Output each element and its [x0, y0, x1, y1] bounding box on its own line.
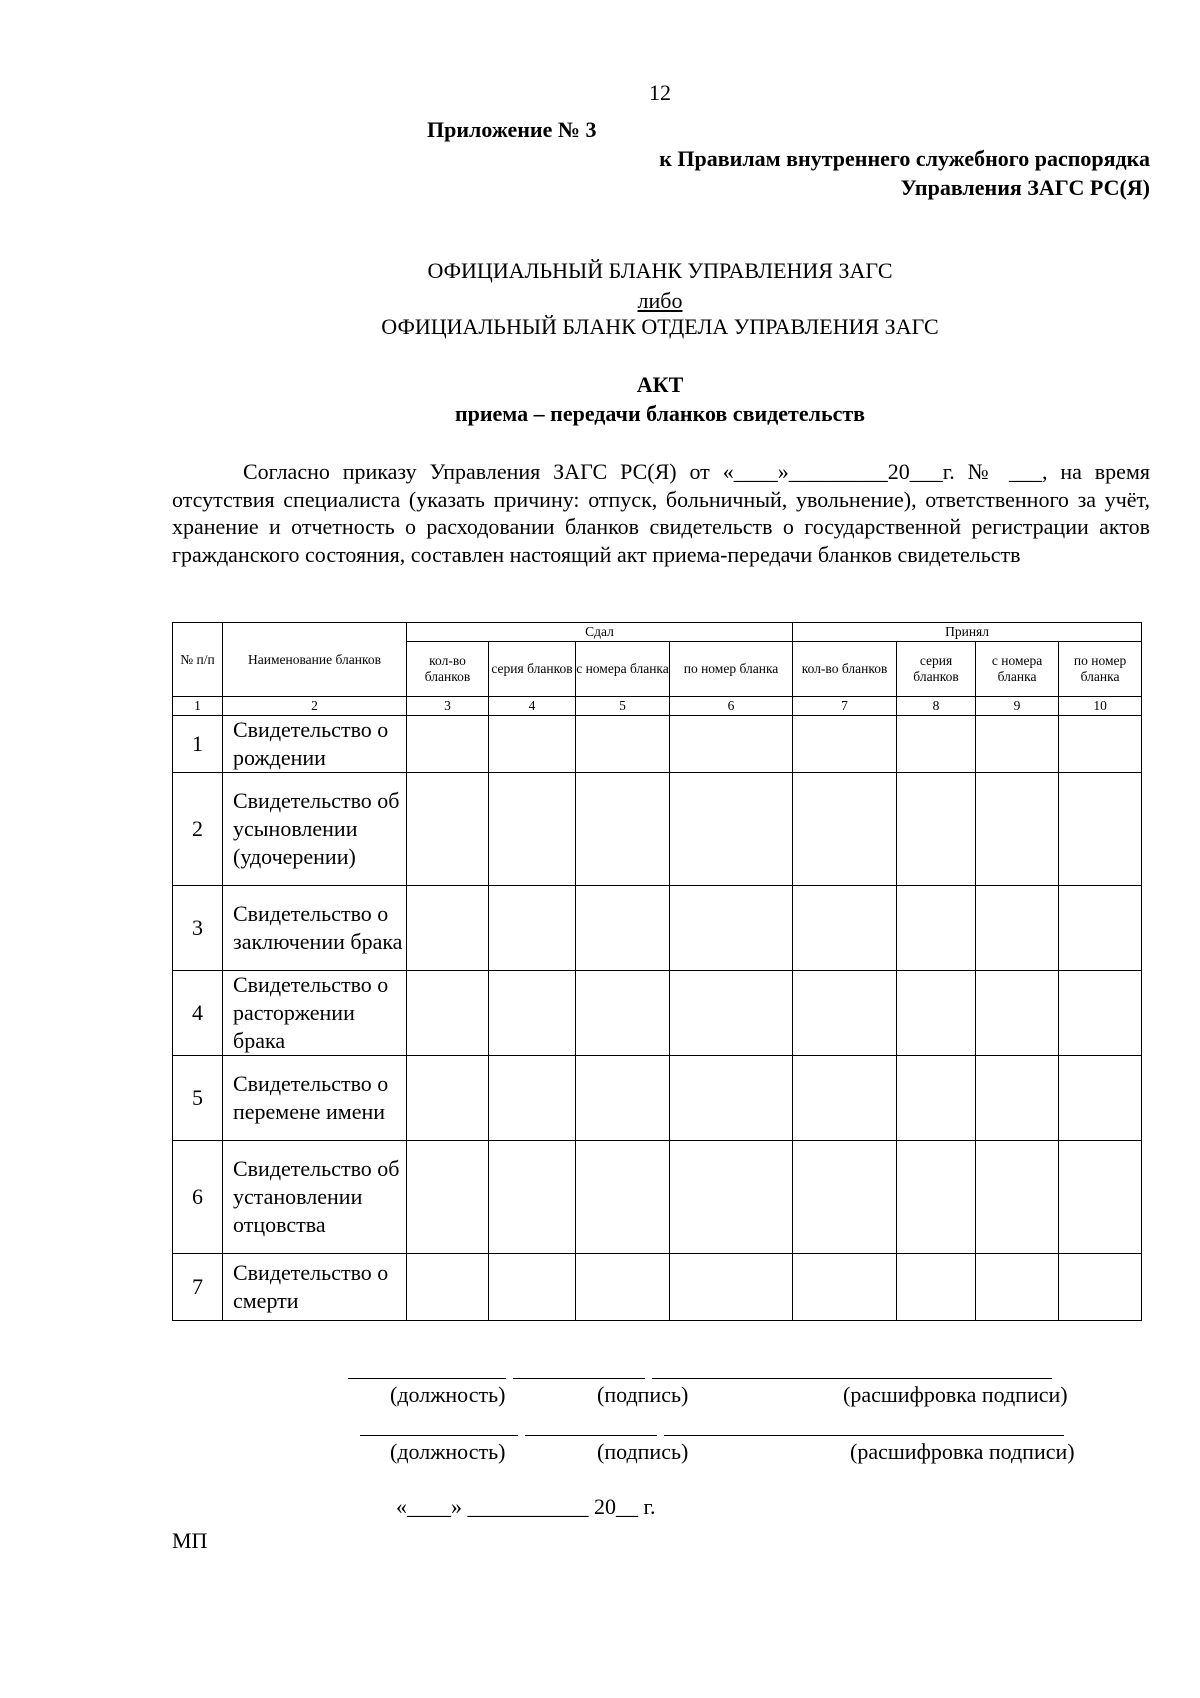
header-received-to: по номер бланка: [1059, 642, 1142, 697]
row-number: 1: [173, 716, 223, 773]
table-row: [173, 1254, 1142, 1321]
date-line: «____» ___________ 20__ г.: [396, 1494, 656, 1519]
header-received-series: серия бланков: [897, 642, 976, 697]
document-name: Свидетельство о расторжении брака: [223, 971, 407, 1056]
table-row: [173, 773, 1142, 886]
column-number: 1: [173, 697, 223, 716]
header-received: Принял: [793, 623, 1142, 642]
table-row: [173, 716, 1142, 773]
header-received-from: с номера бланка: [976, 642, 1059, 697]
decoding-line: [652, 1378, 1052, 1379]
letterhead-line-2: ОФИЦИАЛЬНЫЙ БЛАНК ОТДЕЛА УПРАВЛЕНИЯ ЗАГС: [381, 314, 939, 339]
row-number: 7: [173, 1254, 223, 1321]
appendix-organization: Управления ЗАГС РС(Я): [900, 175, 1150, 200]
signature-line: [525, 1435, 657, 1436]
document-name: Свидетельство об усыновлении (удочерении): [223, 773, 407, 886]
intro-paragraph: Согласно приказу Управления ЗАГС РС(Я) от «____»_________20___г. № ___, на время отсутствия специалиста (указать причину: отпуск, больничный, увольнение), ответственного за учёт, хранение и отчетность о расходовании бланков свидетельств о государственной регистрации актов гражданского состояния, составлен настоящий акт приема-передачи бланков свидетельств: [172, 459, 1150, 567]
appendix-reference: к Правилам внутреннего служебного распорядка: [659, 146, 1150, 171]
table-row: [173, 1056, 1142, 1141]
column-number: 8: [897, 697, 976, 716]
header-gave-to: по номер бланка: [670, 642, 793, 697]
column-number: 10: [1059, 697, 1142, 716]
header-received-count: кол-во бланков: [793, 642, 897, 697]
column-number: 3: [407, 697, 489, 716]
position-label: (должность): [390, 1439, 506, 1464]
document-name: Свидетельство о смерти: [223, 1254, 407, 1321]
column-number: 2: [223, 697, 407, 716]
document-name: Свидетельство об установлении отцовства: [223, 1141, 407, 1254]
table-row: [173, 1141, 1142, 1254]
header-gave-series: серия бланков: [489, 642, 576, 697]
header-gave-from: с номера бланка: [576, 642, 670, 697]
column-number: 4: [489, 697, 576, 716]
header-no: № п/п: [173, 623, 223, 697]
table-row: [173, 971, 1142, 1056]
document-name: Свидетельство о заключении брака: [223, 886, 407, 971]
position-line: [348, 1378, 506, 1379]
position-line: [360, 1435, 518, 1436]
signature-label: (подпись): [597, 1439, 689, 1464]
position-label: (должность): [390, 1382, 506, 1407]
header-name: Наименование бланков: [223, 623, 407, 697]
signature-line: [513, 1378, 645, 1379]
appendix-number: Приложение № 3: [427, 117, 597, 142]
document-name: Свидетельство о рождении: [223, 716, 407, 773]
row-number: 4: [173, 971, 223, 1056]
row-number: 3: [173, 886, 223, 971]
header-gave-count: кол-во бланков: [407, 642, 489, 697]
column-number: 9: [976, 697, 1059, 716]
act-title: АКТ: [636, 372, 684, 397]
letterhead-or: либо: [637, 288, 683, 313]
letterhead-line-1: ОФИЦИАЛЬНЫЙ БЛАНК УПРАВЛЕНИЯ ЗАГС: [427, 258, 893, 283]
header-gave: Сдал: [407, 623, 793, 642]
column-number: 6: [670, 697, 793, 716]
stamp-placeholder: МП: [172, 1528, 208, 1553]
row-number: 6: [173, 1141, 223, 1254]
column-number: 5: [576, 697, 670, 716]
row-number: 5: [173, 1056, 223, 1141]
decoding-label: (расшифровка подписи): [850, 1439, 1075, 1464]
act-subtitle: приема – передачи бланков свидетельств: [454, 401, 866, 426]
row-number: 2: [173, 773, 223, 886]
decoding-label: (расшифровка подписи): [843, 1382, 1068, 1407]
page-number: 12: [649, 80, 671, 105]
column-number: 7: [793, 697, 897, 716]
document-name: Свидетельство о перемене имени: [223, 1056, 407, 1141]
signature-label: (подпись): [597, 1382, 689, 1407]
decoding-line: [664, 1435, 1064, 1436]
transfer-table: [172, 622, 1142, 1321]
table-row: [173, 886, 1142, 971]
